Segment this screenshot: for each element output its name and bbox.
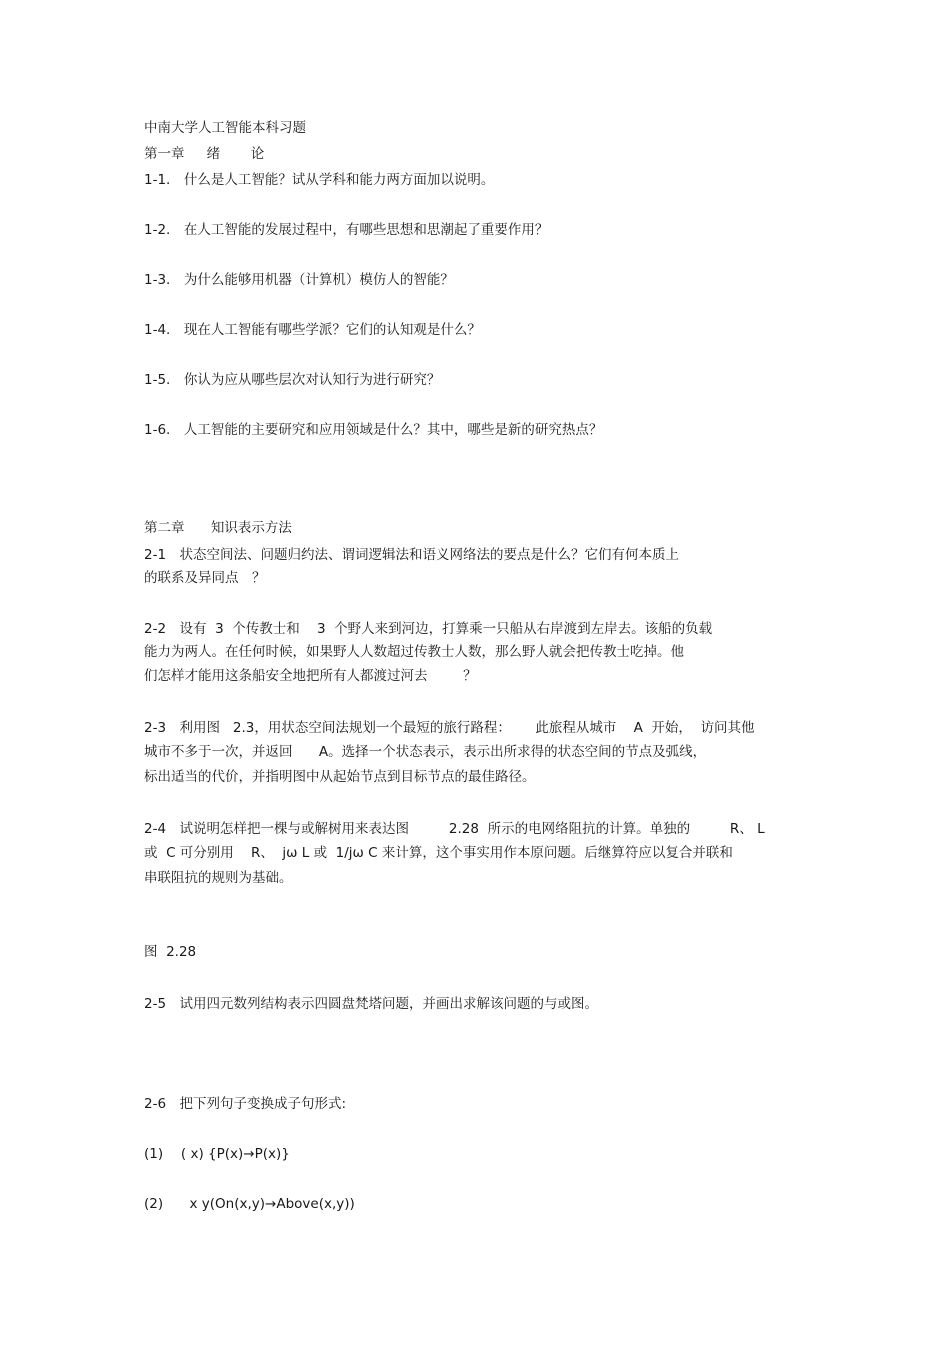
question-2-3-line-3: 标出适当的代价，并指明图中从起始节点到目标节点的最佳路径。 bbox=[144, 769, 536, 785]
figure-caption: 图 2.28 bbox=[144, 944, 197, 960]
question-2-6-item-1: (1) ( x) {P(x)→P(x)} bbox=[144, 1146, 290, 1162]
question-1-3: 1-3. 为什么能够用机器（计算机）模仿人的智能？ bbox=[144, 272, 454, 288]
question-1-2: 1-2. 在人工智能的发展过程中，有哪些思想和思潮起了重要作用？ bbox=[144, 222, 549, 238]
question-1-4: 1-4. 现在人工智能有哪些学派？它们的认知观是什么？ bbox=[144, 322, 481, 338]
question-2-2-line-1: 2-2 设有 3 个传教士和 3 个野人来到河边，打算乘一只船从右岸渡到左岸去。该船的负载 bbox=[144, 621, 713, 637]
question-1-5: 1-5. 你认为应从哪些层次对认知行为进行研究？ bbox=[144, 372, 441, 388]
question-2-1-line-1: 2-1 状态空间法、问题归约法、谓词逻辑法和语义网络法的要点是什么？它们有何本质上 bbox=[144, 547, 680, 563]
question-2-6: 2-6 把下列句子变换成子句形式: bbox=[144, 1096, 347, 1112]
question-2-4-line-2: 或 C 可分别用 R、 jω L 或 1/jω C 来计算，这个事实用作本原问题。后继算符应以复合并联和 bbox=[144, 845, 733, 861]
question-1-6: 1-6. 人工智能的主要研究和应用领域是什么？其中，哪些是新的研究热点？ bbox=[144, 422, 603, 438]
question-1-1: 1-1. 什么是人工智能？试从学科和能力两方面加以说明。 bbox=[144, 172, 495, 188]
question-2-4-line-1: 2-4 试说明怎样把一棵与或解树用来表达图 2.28 所示的电网络阻抗的计算。单独的 R、 L bbox=[144, 821, 765, 837]
question-2-4-line-3: 串联阻抗的规则为基础。 bbox=[144, 870, 293, 886]
question-2-6-item-2: (2) x y(On(x,y)→Above(x,y)) bbox=[144, 1196, 355, 1212]
chapter-1-heading: 第一章 绪 论 bbox=[144, 146, 265, 162]
question-2-1-line-2: 的联系及异同点 ？ bbox=[144, 570, 266, 586]
question-2-2-line-3: 们怎样才能用这条船安全地把所有人都渡过河去 ？ bbox=[144, 668, 477, 684]
question-2-2-line-2: 能力为两人。在任何时候，如果野人人数超过传教士人数，那么野人就会把传教士吃掉。他 bbox=[144, 644, 684, 660]
question-2-3-line-1: 2-3 利用图 2.3，用状态空间法规划一个最短的旅行路程： 此旅程从城市 A 开始， 访问其他 bbox=[144, 720, 755, 736]
chapter-2-heading: 第二章 知识表示方法 bbox=[144, 520, 292, 536]
document-title: 中南大学人工智能本科习题 bbox=[144, 120, 306, 136]
question-2-3-line-2: 城市不多于一次，并返回 A。选择一个状态表示，表示出所求得的状态空间的节点及弧线， bbox=[144, 744, 707, 760]
question-2-5: 2-5 试用四元数列结构表示四圆盘梵塔问题，并画出求解该问题的与或图。 bbox=[144, 996, 599, 1012]
